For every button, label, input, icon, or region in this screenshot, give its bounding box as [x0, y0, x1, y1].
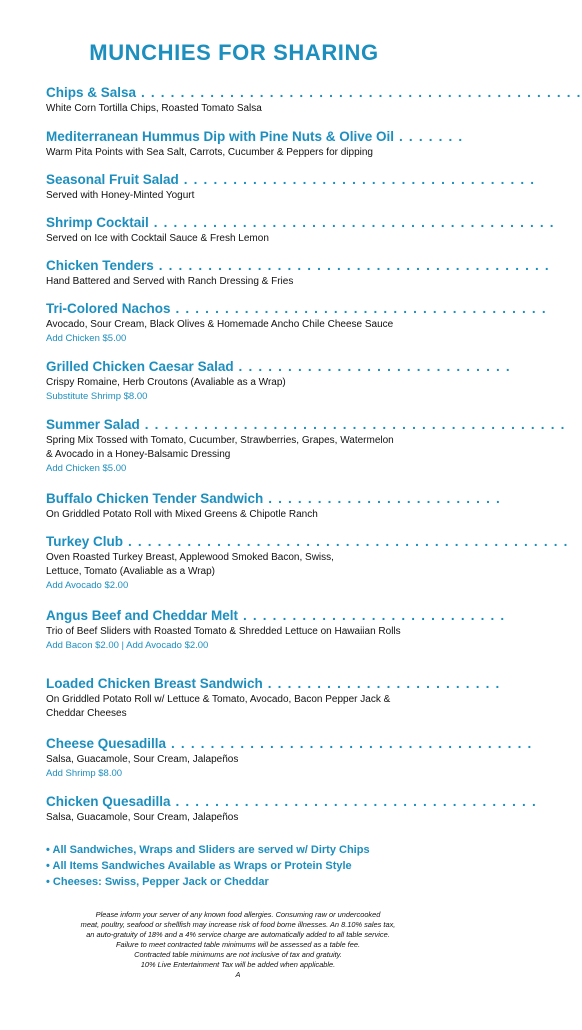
menu-item-description: On Griddled Potato Roll w/ Lettuce & Tomato, Avocado, Bacon Pepper Jack &	[46, 694, 391, 705]
menu-note: • Cheeses: Swiss, Pepper Jack or Cheddar	[46, 876, 269, 888]
menu-item-description: & Avocado in a Honey-Balsamic Dressing	[46, 449, 231, 460]
menu-note: • All Sandwiches, Wraps and Sliders are served w/ Dirty Chips	[46, 844, 370, 856]
menu-item-description: White Corn Tortilla Chips, Roasted Tomato Salsa	[46, 103, 262, 114]
menu-item-description: On Griddled Potato Roll with Mixed Greens & Chipotle Ranch	[46, 509, 318, 520]
menu-item	[46, 300, 547, 346]
menu-item-addon: Add Bacon $2.00 | Add Avocado $2.00	[46, 640, 209, 651]
menu-notes	[46, 842, 406, 890]
menu-item-addon: Add Avocado $2.00	[46, 580, 129, 591]
menu-item-addon: Substitute Shrimp $8.00	[46, 391, 148, 402]
menu-item-name-row	[46, 300, 547, 318]
dot-leader: . . . . . . . . . . . . . . . . . . . . . . . . . . . .	[233, 359, 511, 374]
menu-item	[46, 533, 569, 593]
menu-item	[46, 675, 501, 721]
menu-item-description: Warm Pita Points with Sea Salt, Carrots, Cucumber & Peppers for dipping	[46, 147, 373, 158]
menu-item	[46, 490, 501, 522]
menu-item-addon: Add Chicken $5.00	[46, 333, 127, 344]
menu-item	[46, 171, 536, 203]
dot-leader: . . . . . . . . . . . . . . . . . . . . . . . . . . . . . . . . . . . . . .	[170, 301, 547, 316]
menu-item-name: Loaded Chicken Breast Sandwich	[46, 676, 263, 691]
menu-item-description: Cheddar Cheeses	[46, 708, 127, 719]
dot-leader: . . . . . . . . . . . . . . . . . . . . . . . . . . .	[238, 608, 506, 623]
menu-item	[46, 735, 533, 781]
dot-leader: . . . . . . . . . . . . . . . . . . . . . . . .	[263, 491, 501, 506]
fine-print-line: meat, poultry, seafood or shellfish may increase risk of food borne illnesses. An 8.10% sales tax,	[80, 920, 396, 929]
menu-item	[46, 257, 550, 289]
menu-item-addon: Add Shrimp $8.00	[46, 768, 123, 779]
fine-print-line: Failure to meet contracted table minimums will be assessed as a table fee.	[115, 940, 360, 949]
menu-item-description: Spring Mix Tossed with Tomato, Cucumber, Strawberries, Grapes, Watermelon	[46, 435, 394, 446]
menu-item-name-row	[46, 128, 464, 146]
menu-item-addon: Add Chicken $5.00	[46, 463, 127, 474]
menu-item-description: Lettuce, Tomato (Avaliable as a Wrap)	[46, 566, 215, 577]
dot-leader: . . . . . . . . . . . . . . . . . . . . . . . . . . . . . . . . . . . . .	[166, 736, 533, 751]
menu-item	[46, 607, 506, 653]
menu-item-description: Salsa, Guacamole, Sour Cream, Jalapeños	[46, 754, 239, 765]
menu-item-description: Avocado, Sour Cream, Black Olives & Homemade Ancho Chile Cheese Sauce	[46, 319, 394, 330]
fine-print-line: an auto-gratuity of 18% and a 4% service charge are automatically added to all table service.	[86, 930, 390, 939]
menu-item-name-row	[46, 607, 506, 625]
menu-item-name: Shrimp Cocktail	[46, 215, 149, 230]
fine-print	[46, 910, 430, 980]
fine-print-line: A	[235, 970, 241, 979]
menu-item-name: Grilled Chicken Caesar Salad	[46, 359, 234, 374]
menu-item-description: Oven Roasted Turkey Breast, Applewood Smoked Bacon, Swiss,	[46, 552, 334, 563]
menu-item-name-row	[46, 675, 501, 693]
menu-item-name-row	[46, 793, 537, 811]
dot-leader: . . . . . . . . . . . . . . . . . . . . . . . . . . . . . . . . . . . .	[178, 172, 536, 187]
menu-item-name: Buffalo Chicken Tender Sandwich	[46, 491, 264, 506]
menu-item-name: Tri-Colored Nachos	[46, 301, 171, 316]
menu-item-name-row	[46, 171, 536, 189]
menu-item-name: Cheese Quesadilla	[46, 736, 167, 751]
menu-item-description: Salsa, Guacamole, Sour Cream, Jalapeños	[46, 812, 239, 823]
menu-item-description: Hand Battered and Served with Ranch Dressing & Fries	[46, 276, 294, 287]
dot-leader: . . . . . . . . . . . . . . . . . . . . . . . . . . . . . . . . . . . . . . . .	[153, 258, 550, 273]
menu-item-description: Served on Ice with Cocktail Sauce & Fresh Lemon	[46, 233, 269, 244]
dot-leader: . . . . . . . . . . . . . . . . . . . . . . . . . . . . . . . . . . . . . . . . . . .	[139, 417, 566, 432]
menu-item-name-row	[46, 735, 533, 753]
menu-item	[46, 214, 555, 246]
dot-leader: . . . . . . . . . . . . . . . . . . . . . . . . . . . . . . . . . . . . .	[170, 794, 537, 809]
dot-leader: . . . . . . . . . . . . . . . . . . . . . . . .	[262, 676, 501, 691]
dot-leader: . . . . . . . . . . . . . . . . . . . . . . . . . . . . . . . . . . . . . . . . .	[148, 215, 555, 230]
menu-item-description: Trio of Beef Sliders with Roasted Tomato & Shredded Lettuce on Hawaiian Rolls	[46, 626, 401, 637]
dot-leader: . . . . . . .	[394, 129, 464, 144]
fine-print-line: 10% Live Entertainment Tax will be added when applicable.	[140, 960, 336, 969]
menu-item-description: Crispy Romaine, Herb Croutons (Avaliable as a Wrap)	[46, 377, 286, 388]
menu-item-name-row	[46, 358, 511, 376]
menu-item	[46, 84, 582, 116]
menu-item-name-row	[46, 416, 566, 434]
menu-item	[46, 128, 464, 160]
fine-print-line: Contracted table minimums are not inclusive of tax and gratuity.	[134, 950, 342, 959]
menu-item-name: Chicken Quesadilla	[46, 794, 171, 809]
menu-item-name-row	[46, 214, 555, 232]
menu-item-name: Chips & Salsa	[46, 85, 137, 100]
menu-item-name-row	[46, 84, 582, 102]
menu-item-name-row	[46, 257, 550, 275]
menu-item-name: Mediterranean Hummus Dip with Pine Nuts & Olive Oil	[46, 129, 395, 144]
menu-note: • All Items Sandwiches Available as Wraps or Protein Style	[46, 860, 352, 872]
menu-item	[46, 793, 537, 825]
dot-leader: . . . . . . . . . . . . . . . . . . . . . . . . . . . . . . . . . . . . . . . . . . . . .	[136, 85, 582, 100]
fine-print-line: Please inform your server of any known food allergies. Consuming raw or undercooked	[95, 910, 381, 919]
menu-item-name: Summer Salad	[46, 417, 140, 432]
page-title: MUNCHIES FOR SHARING	[89, 40, 379, 65]
menu-item-name: Seasonal Fruit Salad	[46, 172, 179, 187]
menu-item	[46, 358, 511, 404]
menu-item-name: Turkey Club	[46, 534, 124, 549]
dot-leader: . . . . . . . . . . . . . . . . . . . . . . . . . . . . . . . . . . . . . . . . . . . . .	[123, 534, 569, 549]
menu-item-description: Served with Honey-Minted Yogurt	[46, 190, 195, 201]
menu-item-name: Chicken Tenders	[46, 258, 154, 273]
menu-item	[46, 416, 566, 476]
menu-item-name-row	[46, 490, 501, 508]
menu-item-name-row	[46, 533, 569, 551]
menu-item-name: Angus Beef and Cheddar Melt	[46, 608, 239, 623]
